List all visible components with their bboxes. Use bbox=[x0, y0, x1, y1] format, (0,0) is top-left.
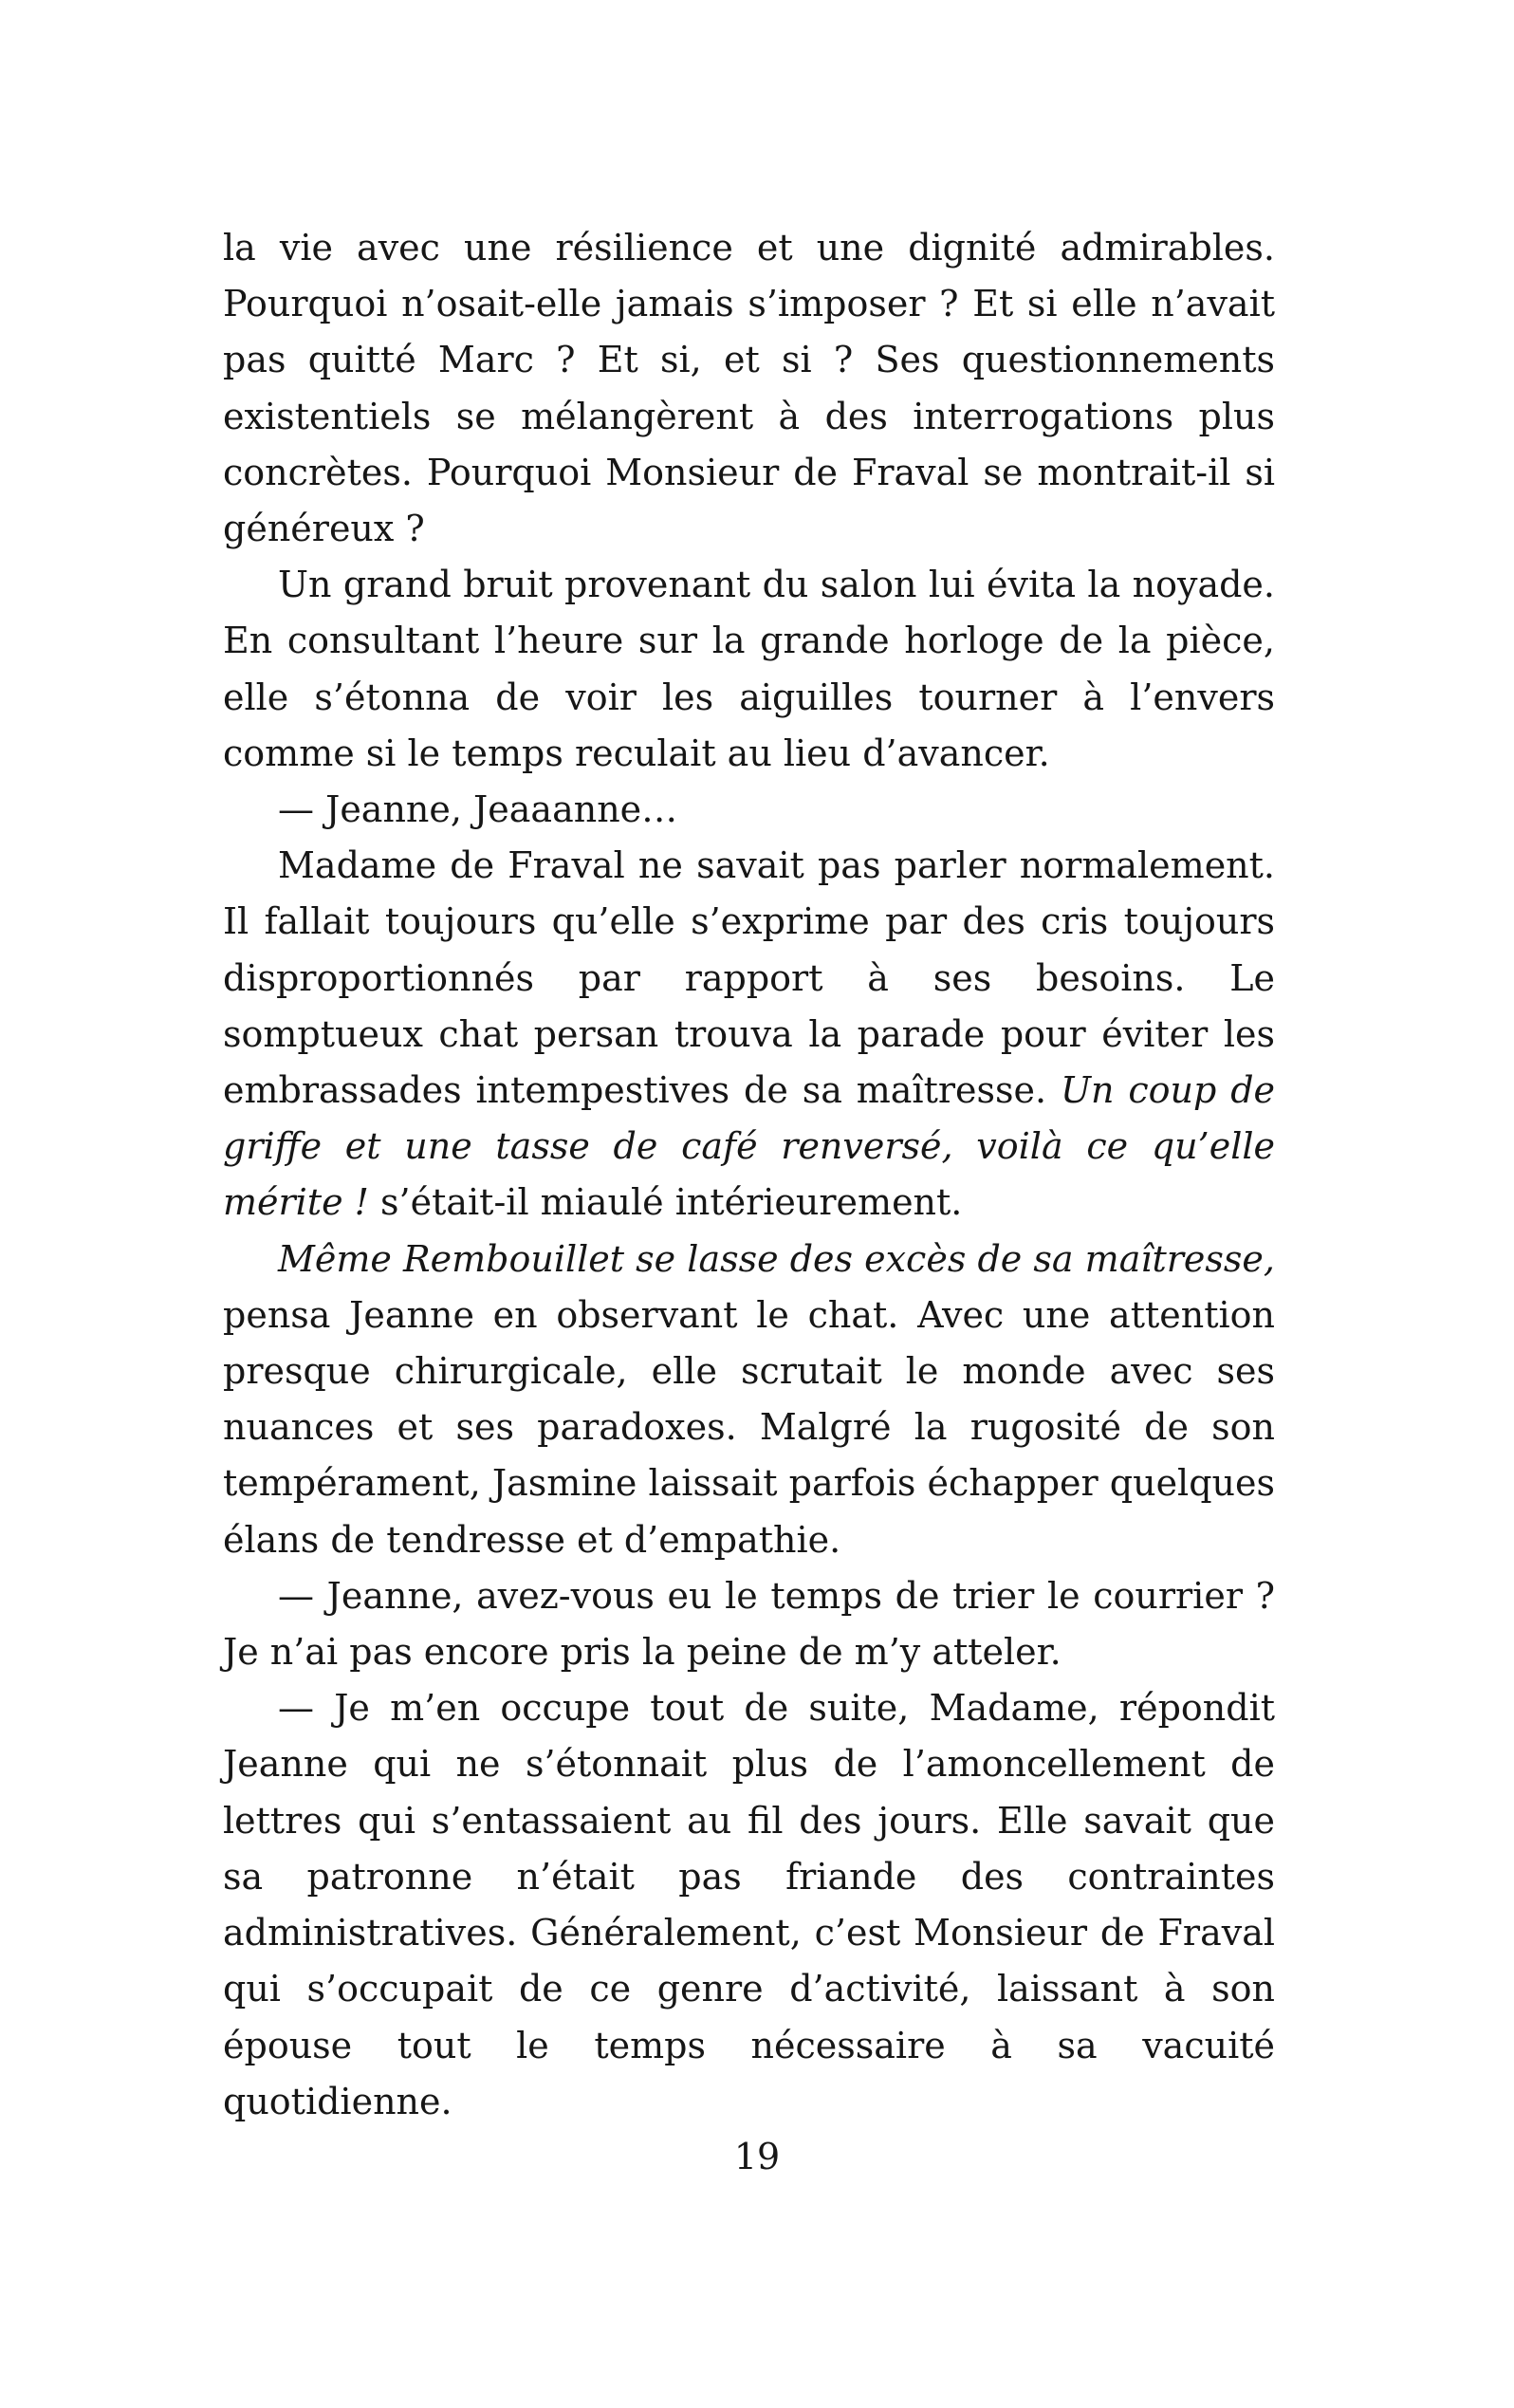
paragraph-2-text: Un grand bruit provenant du salon lui évita la noyade. En consultant l’heure sur la grande horloge de la pièce, elle s’étonna de voir les aiguilles tourner à l’envers comme si le temps reculait au lieu d’avancer. bbox=[223, 564, 1275, 774]
paragraph-3-text: — Jeanne, Jeaaanne… bbox=[278, 788, 678, 831]
paragraph-2 bbox=[223, 557, 1275, 782]
paragraph-4-text-a: Madame de Fraval ne savait pas parler normalement. Il fallait toujours qu’elle s’exprime par des cris toujours disproportionnés par rapport à ses besoins. Le somptueux chat persan trouva la parade pour éviter les embrassades intempestives de sa maîtresse. bbox=[223, 844, 1275, 1112]
paragraph-5-italic-thought: Même Rembouillet se lasse des excès de sa maîtresse, bbox=[278, 1237, 1275, 1280]
paragraph-1-text: la vie avec une résilience et une dignité admirables. Pourquoi n’osait-elle jamais s’imposer ? Et si elle n’avait pas quitté Marc ? Et si, et si ? Ses questionnements existentiels se mélangèrent à des interrogations plus concrètes. Pourquoi Monsieur de Fraval se montrait-il si généreux ? bbox=[223, 227, 1275, 550]
page-number: 19 bbox=[733, 2136, 781, 2177]
paragraph-4-text-b: s’était-il miaulé intérieurement. bbox=[368, 1181, 963, 1224]
paragraph-5-text: pensa Jeanne en observant le chat. Avec une attention presque chirurgicale, elle scrutait le monde avec ses nuances et ses paradoxes. Malgré la rugosité de son tempérament, Jasmine laissait parfois échapper quelques élans de tendresse et d’empathie. bbox=[223, 1293, 1275, 1561]
paragraph-1 bbox=[223, 220, 1275, 557]
paragraph-7-text: — Je m’en occupe tout de suite, Madame, répondit Jeanne qui ne s’étonnait plus de l’amoncellement de lettres qui s’entassaient au fil des jours. Elle savait que sa patronne n’était pas friande des contraintes administratives. Généralement, c’est Monsieur de Fraval qui s’occupait de ce genre d’activité, laissant à son épouse tout le temps nécessaire à sa vacuité quotidienne. bbox=[223, 1687, 1275, 2122]
paragraph-4-italic-thought: Un coup de griffe et une tasse de café renversé, voilà ce qu’elle mérite ! bbox=[223, 1069, 1276, 1224]
body-text bbox=[223, 220, 1275, 2130]
paragraph-5 bbox=[223, 1232, 1275, 1568]
paragraph-4 bbox=[223, 838, 1275, 1231]
paragraph-6-dialogue bbox=[223, 1568, 1275, 1680]
paragraph-7-dialogue bbox=[223, 1680, 1275, 2130]
paragraph-3-dialogue bbox=[223, 782, 1275, 838]
paragraph-6-text: — Jeanne, avez-vous eu le temps de trier le courrier ? Je n’ai pas encore pris la peine de m’y atteler. bbox=[223, 1574, 1275, 1674]
